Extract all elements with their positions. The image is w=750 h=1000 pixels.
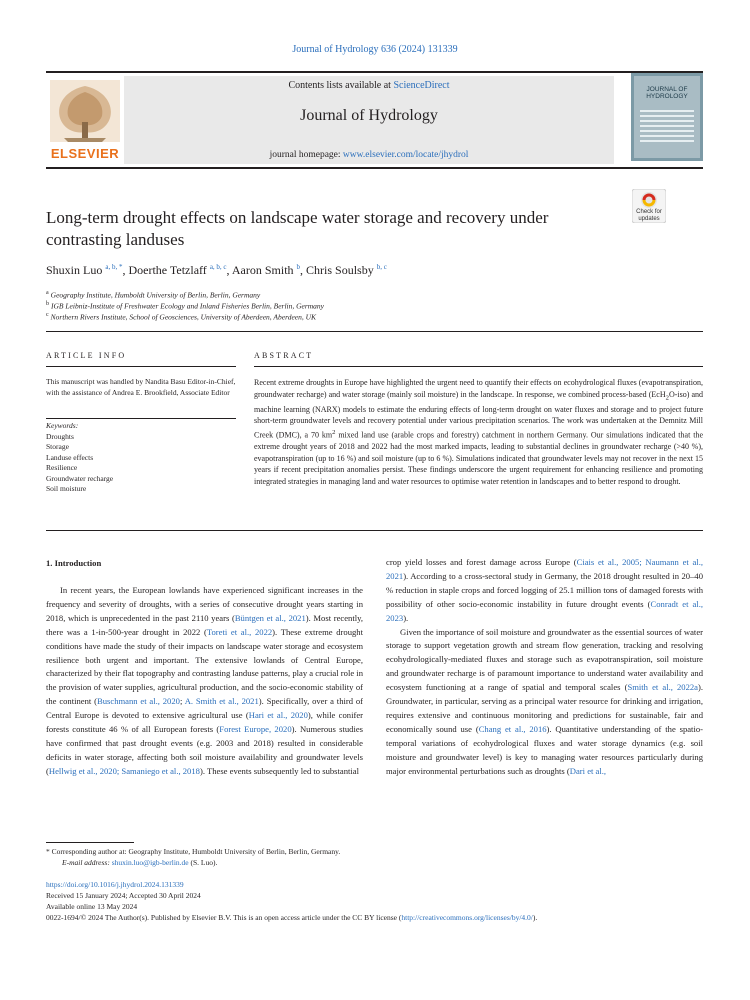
email-note: E-mail address: shuxin.luo@igb-berlin.de (S. Luo).	[62, 858, 218, 867]
article-info-heading: ARTICLE INFO	[46, 351, 127, 360]
citation-link[interactable]: A. Smith et al., 2021	[184, 696, 259, 707]
citation-link[interactable]: Hari et al., 2020	[248, 710, 308, 721]
contents-availability: Contents lists available at ScienceDirect	[288, 80, 450, 91]
handling-note: This manuscript was handled by Nandita Basu Editor-in-Chief, with the assistance of Andrea E. Brookfield, Associate Editor	[46, 377, 236, 397]
body-text: crop yield losses and forest damage across Europe (	[386, 557, 577, 567]
citation-link[interactable]: Toreti et al., 2022	[206, 626, 273, 637]
citation-link[interactable]: Dari et al.,	[569, 765, 607, 776]
citation-link[interactable]: Smith et al., 2022a	[627, 682, 698, 693]
body-text: ). Specifically, over a third of Central Europe is devoted to extensive agricultural use (	[46, 696, 364, 721]
abstract-text: Recent extreme droughts in Europe have highlighted the urgent need to quantify their effects on ecohydrological fluxes (evapotranspiration, groundwater recharge) and water storage (mainly soil moisture) in the landscape. In response, we combined process-based (EcH$_2$O-iso) and machine learning (NARX) models to estimate the enduring effects of long-term drought on water fluxes and storage and to project future short-term groundwater levels and recovery potential under various precipitation scenarios. The work was undertaken at the Demnitz Mill Creek (DMC), a 70 $km^2$ mixed land use (arable crops and forestry) catchment in northern Germany. Our simulations indicated that the extreme drought years of 2018 and 2022 had the most marked impacts, leading to substantial declines in groundwater recharge (>40 %), evapotranspiration (up to 16 %) and soil moisture (up to 6 %). Simulations indicated that groundwater levels may not recover in the next 15 years if recent precipitation anomalies persist. These findings underscore the urgent requirement for enhancing resilience and promoting integrated strategies in managing land and water resources to optimise water retention in landscapes and to better respond to drought.	[254, 378, 703, 486]
corresponding-author-note: * Corresponding author at: Geography Institute, Humboldt University of Berlin, Berlin, Germany.	[46, 847, 341, 856]
abstract-rule	[254, 366, 703, 367]
journal-title: Journal of Hydrology	[300, 107, 438, 124]
author-list: Shuxin Luo $^{a, b, *}$, Doerthe Tetzlaff $^{a, b, c}$, Aaron Smith $^b$, Chris Soulsby $^{b, c}$	[46, 263, 387, 277]
author-name[interactable]: Aaron Smith	[231, 263, 294, 277]
received-dates: Received 15 January 2024; Accepted 30 April 2024	[46, 891, 201, 900]
section-rule	[46, 331, 703, 332]
affiliation: $^c$ Northern Rivers Institute, School of Geosciences, University of Aberdeen, Aberdeen, UK	[46, 312, 317, 322]
body-text: ). According to a cross-sectoral study in Germany, the 2018 drought resulted in 20–40 % reduction in staple crops and forced logging of 25.1 million tons of damaged forests with possibility of other socio-economic instability in future drought events (	[386, 570, 703, 609]
intro-paragraph	[46, 584, 363, 779]
author-name[interactable]: Shuxin Luo	[46, 263, 103, 277]
author-name[interactable]: Chris Soulsby	[306, 263, 374, 277]
affiliation: $^a$ Geography Institute, Humboldt University of Berlin, Berlin, Germany	[46, 290, 261, 300]
body-text: ). These events subsequently led to substantial	[199, 765, 359, 776]
author-name[interactable]: Doerthe Tetzlaff	[128, 263, 207, 277]
keywords-list	[46, 432, 236, 495]
keyword: Droughts	[46, 431, 74, 441]
affiliation: $^b$ IGB Leibniz-Institute of Freshwater Ecology and Inland Fisheries Berlin, Berlin, Germany	[46, 301, 325, 311]
citation-link[interactable]: Forest Europe, 2020	[219, 724, 292, 735]
sciencedirect-link[interactable]: ScienceDirect	[393, 80, 450, 91]
license-line: 0022-1694/© 2024 The Author(s). Published by Elsevier B.V. This is an open access article under the CC BY license (http://creativecommons.org/licenses/by/4.0/).	[46, 913, 538, 922]
citation-link[interactable]: Chang et al., 2016	[478, 723, 547, 734]
keyword: Soil moisture	[46, 484, 87, 493]
keyword: Groundwater recharge	[46, 473, 114, 483]
journal-cover-lines	[640, 110, 694, 145]
body-text: ). Most recently, there was a 1-in-500-year drought in 2022 (	[46, 612, 363, 637]
online-date: Available online 13 May 2024	[46, 902, 138, 911]
body-text: Given the importance of soil moisture and groundwater as the essential sources of water storage to support vegetation growth and stream flow generation, tracking and resolving ecohydrologically-mediated fluxes and storage such as evapotranspiration, soil moisture and groundwater recharge is of paramount importance to understand water availability and ecosystem functioning at a range of spatial and temporal scales (	[386, 626, 703, 693]
body-text: ;	[179, 696, 185, 707]
author-affil-marker[interactable]: b, c	[376, 263, 387, 271]
citation-link[interactable]: Ciais et al., 2005; Naumann et al., 2021	[386, 557, 703, 581]
section-heading-introduction: 1. Introduction	[46, 558, 102, 568]
citation-link[interactable]: Buschmann et al., 2020	[97, 696, 180, 707]
footnote-rule	[46, 842, 134, 843]
article-title: Long-term drought effects on landscape water storage and recovery under contrasting landuses	[46, 208, 549, 249]
body-text: ). Numerous studies have confirmed that past drought events (e.g. 2003 and 2018) resulted in considerable deficits in water storage, affecting both soil moisture availability and groundwater levels (	[46, 724, 363, 776]
header-top-rule	[46, 71, 703, 73]
citation-link[interactable]: Hellwig et al., 2020; Samaniego et al., 2018	[48, 765, 200, 776]
abstract-bottom-rule	[46, 530, 703, 531]
author-affil-marker[interactable]: a, b, *	[105, 263, 123, 271]
body-text: ), while conifer forests constitute 46 % of all European forests (	[46, 710, 364, 735]
body-text: ).	[403, 612, 409, 623]
license-link[interactable]: http://creativecommons.org/licenses/by/4.0/	[401, 913, 533, 922]
body-text: ). These extreme drought conditions have made the study of their impacts on landscape water storage and ecosystem resilience both urgent and important. The extensive lowlands of Central Europe, characterized by their flat topography and contrasting landuse patterns, play a crucial role in the provision of water supplies, agricultural production, and the socio-economic stability of the continent (	[46, 626, 363, 707]
publisher-logo-text: ELSEVIER	[50, 146, 120, 161]
body-text: ). Groundwater, in particular, serving as a principal water resource for drinking and irrigation, requires extensive and continuous monitoring and predictions for sustainable, fair and economically sound use (	[386, 682, 703, 734]
email-link[interactable]: shuxin.luo@igb-berlin.de	[111, 858, 189, 867]
check-for-updates-label[interactable]: Check for updates	[636, 209, 662, 222]
abstract-heading: ABSTRACT	[254, 351, 314, 360]
article-info-rule	[46, 366, 236, 367]
body-column-right	[386, 556, 703, 779]
citation-link[interactable]: Büntgen et al., 2021	[234, 612, 306, 623]
keywords-rule	[46, 418, 236, 419]
citation-link[interactable]: Conradt et al., 2023	[386, 598, 703, 623]
journal-cover-title: JOURNAL OF HYDROLOGY	[646, 86, 688, 100]
intro-paragraph	[386, 626, 703, 779]
keywords-block	[46, 421, 236, 495]
author-affil-marker[interactable]: b	[296, 263, 301, 271]
keyword: Storage	[46, 442, 69, 451]
homepage-link[interactable]: www.elsevier.com/locate/jhydrol	[342, 150, 469, 160]
keywords-title: Keywords:	[46, 421, 79, 430]
author-affil-marker[interactable]: a, b, c	[209, 263, 227, 271]
intro-paragraph	[386, 556, 703, 626]
body-column-left	[46, 584, 363, 779]
keyword: Landuse effects	[46, 452, 94, 462]
body-text: In recent years, the European lowlands have experienced significant increases in the frequency and severity of droughts, with a series of consecutive drought years starting in 2018, which is unprecedented in the past 2110 years (	[46, 585, 363, 623]
journal-reference[interactable]: Journal of Hydrology 636 (2024) 131339	[292, 44, 458, 55]
body-text: ). Quantitative understanding of the spatio-temporal variations of ecohydrological fluxes and water storage dynamics (e.g. soil moisture and groundwater level) is key to managing water resources particularly during major environmental perturbations such as droughts (	[386, 723, 703, 776]
header-bottom-rule	[46, 167, 703, 169]
journal-homepage: journal homepage: www.elsevier.com/locate/jhydrol	[269, 150, 469, 160]
keyword: Resilience	[46, 463, 78, 472]
doi-link[interactable]: https://doi.org/10.1016/j.jhydrol.2024.131339	[46, 880, 184, 889]
